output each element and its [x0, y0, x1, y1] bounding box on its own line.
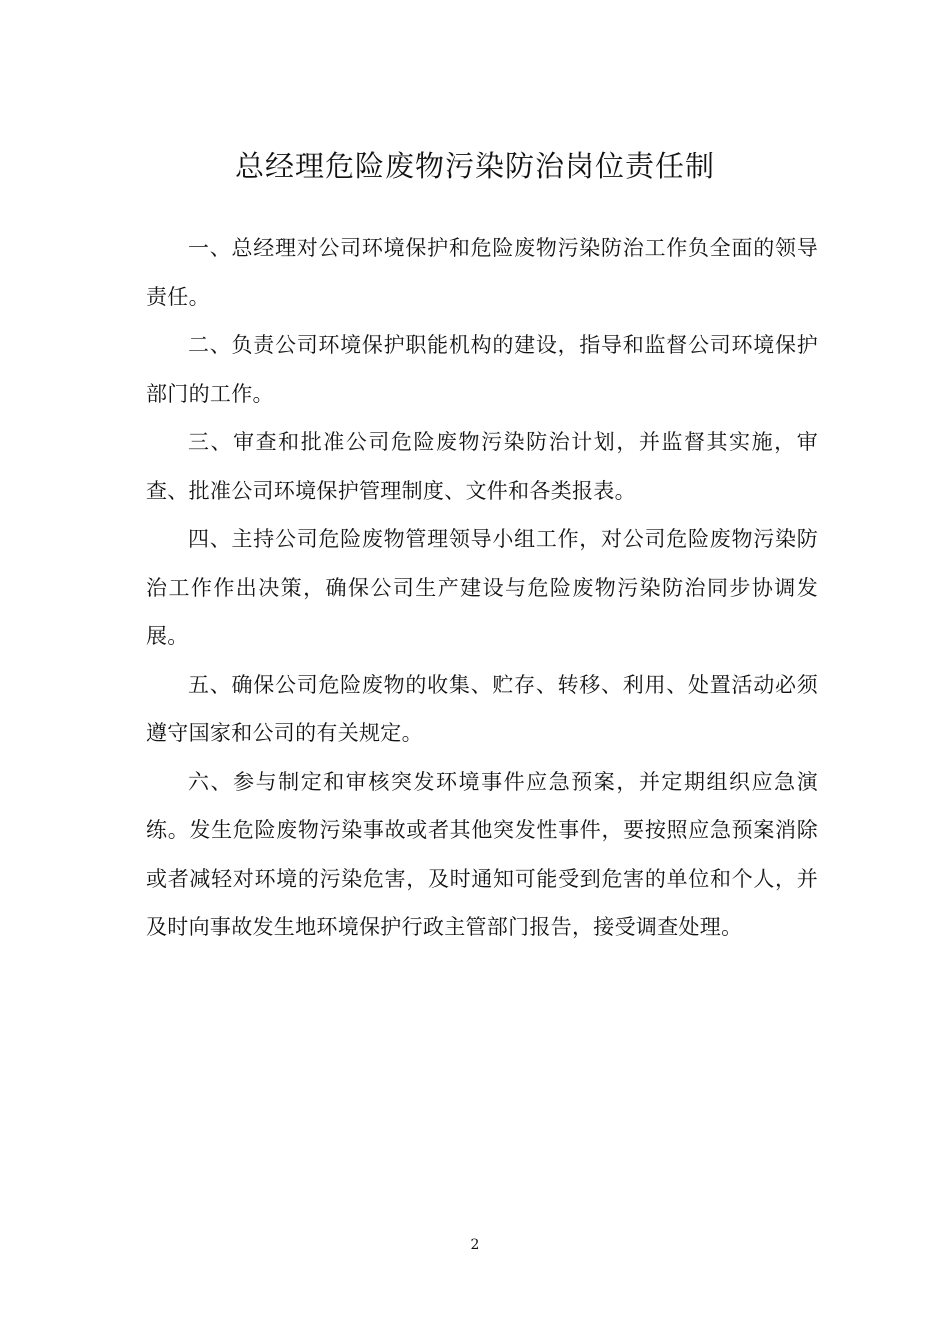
page-number: 2 — [470, 1237, 480, 1253]
paragraph-3: 三、审查和批准公司危险废物污染防治计划，并监督其实施，审查、批准公司环境保护管理制度、文件和各类报表。 — [146, 430, 818, 503]
document-title: 总经理危险废物污染防治岗位责任制 — [234, 149, 715, 183]
paragraph-2: 二、负责公司环境保护职能机构的建设，指导和监督公司环境保护部门的工作。 — [146, 333, 818, 406]
paragraph-5: 五、确保公司危险废物的收集、贮存、转移、利用、处置活动必须遵守国家和公司的有关规定。 — [146, 672, 818, 745]
paragraph-6: 六、参与制定和审核突发环境事件应急预案，并定期组织应急演练。发生危险废物污染事故或者其他突发性事件，要按照应急预案消除或者减轻对环境的污染危害，及时通知可能受到危害的单位和个人，并及时向事故发生地环境保护行政主管部门报告，接受调查处理。 — [146, 769, 818, 939]
document-body — [146, 224, 818, 952]
paragraph-4: 四、主持公司危险废物管理领导小组工作，对公司危险废物污染防治工作作出决策，确保公司生产建设与危险废物污染防治同步协调发展。 — [146, 527, 818, 648]
paragraph-1: 一、总经理对公司环境保护和危险废物污染防治工作负全面的领导责任。 — [146, 236, 818, 309]
